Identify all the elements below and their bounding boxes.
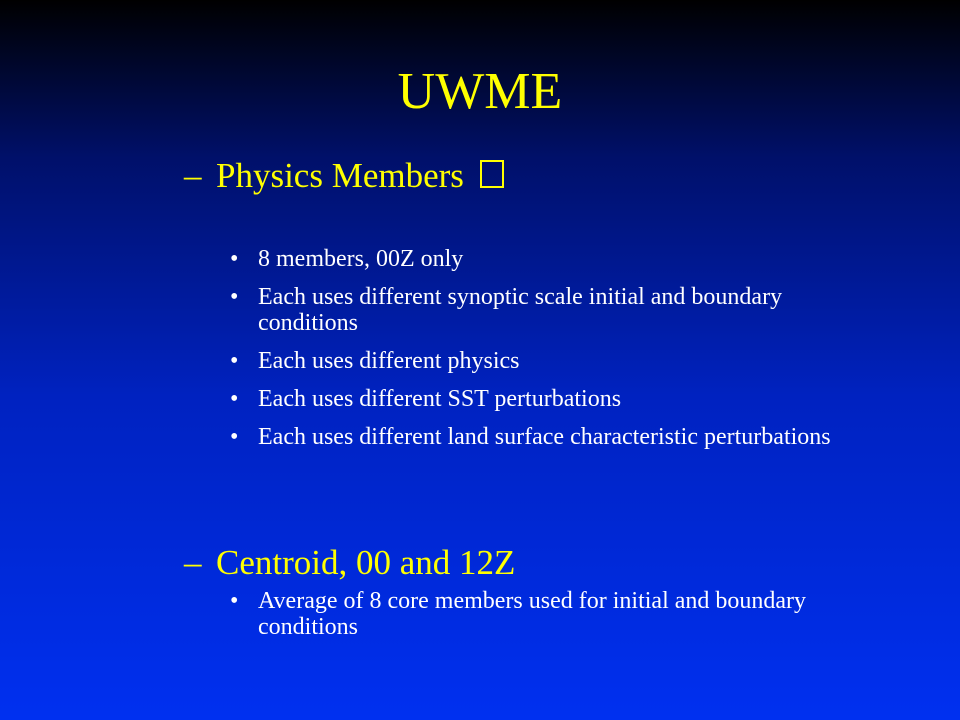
physics-members-bullet-list — [230, 246, 870, 462]
list-item — [230, 246, 870, 272]
list-item-text: Each uses different land surface characteristic perturbations — [258, 424, 831, 450]
list-item — [230, 588, 870, 640]
section-heading-text: Centroid, 00 and 12Z — [216, 543, 516, 582]
list-item-text: Each uses different physics — [258, 348, 520, 374]
bullet-icon: • — [230, 348, 239, 374]
list-item-text: 8 members, 00Z only — [258, 246, 464, 272]
list-item — [230, 424, 870, 450]
list-item — [230, 348, 870, 374]
checkbox-square-icon — [480, 160, 504, 188]
bullet-icon: • — [230, 284, 239, 310]
section-heading-physics-members — [184, 156, 504, 196]
centroid-bullet-list — [230, 588, 870, 652]
bullet-icon: • — [230, 424, 239, 450]
section-heading-text: Physics Members — [216, 156, 464, 195]
list-item-text: Each uses different synoptic scale initial and boundary conditions — [258, 284, 783, 336]
section-heading-centroid — [184, 543, 515, 583]
list-item — [230, 386, 870, 412]
dash-marker: – — [184, 543, 202, 582]
list-item-text: Each uses different SST perturbations — [258, 386, 622, 412]
dash-marker: – — [184, 156, 202, 195]
slide-title: UWME — [397, 63, 563, 120]
bullet-icon: • — [230, 246, 239, 272]
list-item — [230, 284, 870, 336]
bullet-icon: • — [230, 588, 239, 614]
list-item-text: Average of 8 core members used for initial and boundary conditions — [258, 588, 807, 640]
bullet-icon: • — [230, 386, 239, 412]
